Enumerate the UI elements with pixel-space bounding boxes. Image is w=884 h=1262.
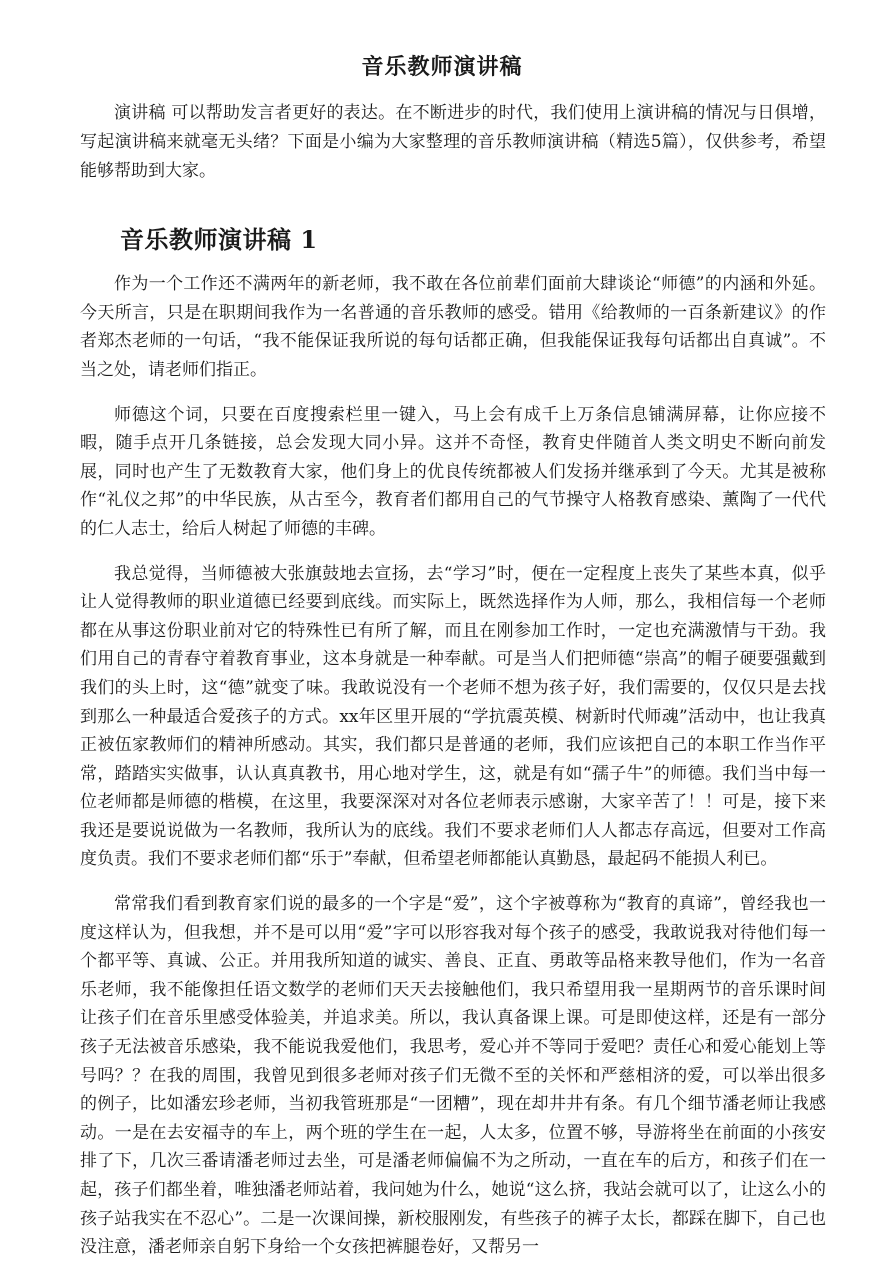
body-paragraph: 常常我们看到教育家们说的最多的一个字是“爱”，这个字被尊称为“教育的真谛”，曾经我也一度这样认为，但我想，并不是可以用“爱”字可以形容我对每个孩子的感受，我敢说我对待他们每一个都平等、真诚、公正。并用我所知道的诚实、善良、正直、勇敢等品格来教导他们，作为一名音乐老师，我不能像担任语文数学的老师们天天去接触他们，我只希望用我一星期两节的音乐课时间让孩子们在音乐里感受体验美，并追求美。所以，我认真备课上课。可是即使这样，还是有一部分孩子无法被音乐感染，我不能说我爱他们，我思考，爱心并不等同于爱吧？责任心和爱心能划上等号吗？？在我的周围，我曾见到很多老师对孩子们无微不至的关怀和严慈相济的爱，可以举出很多的例子，比如潘宏珍老师，当初我管班那是“一团糟”，现在却井井有条。有几个细节潘老师让我感动。一是在去安福寺的车上，两个班的学生在一起，人太多，位置不够，导游将坐在前面的小孩安排了下，几次三番请潘老师过去坐，可是潘老师偏偏不为之所动，一直在车的后方，和孩子们在一起，孩子们都坐着，唯独潘老师站着，我问她为什么，她说“这么挤，我站会就可以了，让这么小的孩子站我实在不忍心”。二是一次课间操，新校服刚发，有些孩子的裤子太长，都踩在脚下，自己也没注意，潘老师亲自躬下身给一个女孩把裤腿卷好，又帮另一 — [80, 894, 826, 1258]
body-paragraph: 我总觉得，当师德被大张旗鼓地去宣扬，去“学习”时，便在一定程度上丧失了某些本真，似乎让人觉得教师的职业道德已经要到底线。而实际上，既然选择作为人师，那么，我相信每一个老师都在从事这份职业前对它的特殊性已有所了解，而且在刚参加工作时，一定也充满激情与干劲。我们用自己的青春守着教育事业，这本身就是一种奉献。可是当人们把师德“崇高”的帽子硬要强戴到我们的头上时，这“德”就变了味。我敢说没有一个老师不想为孩子好，我们需要的，仅仅只是去找到那么一种最适合爱孩子的方式。xx年区里开展的“学抗震英模、树新时代师魂”活动中，也让我真正被伍家教师们的精神所感动。其实，我们都只是普通的老师，我们应该把自己的本职工作当作平常，踏踏实实做事，认认真真教书，用心地对学生，这，就是有如“孺子牛”的师德。我们当中每一位老师都是师德的楷模，在这里，我要深深对对各位老师表示感谢，大家辛苦了！！可是，接下来我还是要说说做为一名教师，我所认为的底线。我们不要求老师们人人都志存高远，但要对工作高度负责。我们不要求老师们都“乐于”奉献，但希望老师都能认真勤恳，最起码不能损人利已。 — [80, 563, 826, 870]
intro-paragraph: 演讲稿 可以帮助发言者更好的表达。在不断进步的时代，我们使用上演讲稿的情况与日俱增，写起演讲稿来就毫无头绪？下面是小编为大家整理的音乐教师演讲稿（精选5篇），仅供参考，希望能够帮助到大家。 — [80, 102, 826, 181]
page-title: 音乐教师演讲稿 — [361, 54, 523, 80]
section-heading: 音乐教师演讲稿 1 — [120, 224, 318, 254]
body-paragraph: 作为一个工作还不满两年的新老师，我不敢在各位前辈们面前大肆谈论“师德”的内涵和外延。今天所言，只是在职期间我作为一名普通的音乐教师的感受。错用《给教师的一百条新建议》的作者郑杰老师的一句话，“我不能保证我所说的每句话都正确，但我能保证我每句话都出自真诚”。不当之处，请老师们指正。 — [80, 274, 826, 380]
body-paragraph: 师德这个词，只要在百度搜索栏里一键入，马上会有成千上万条信息铺满屏幕，让你应接不暇，随手点开几条链接，总会发现大同小异。这并不奇怪，教育史伴随首人类文明史不断向前发展，同时也产生了无数教育大家，他们身上的优良传统都被人们发扬并继承到了今天。尤其是被称作“礼仪之邦”的中华民族，从古至今，教育者们都用自己的气节操守人格教育感染、薰陶了一代代的仁人志士，给后人树起了师德的丰碑。 — [80, 404, 826, 539]
